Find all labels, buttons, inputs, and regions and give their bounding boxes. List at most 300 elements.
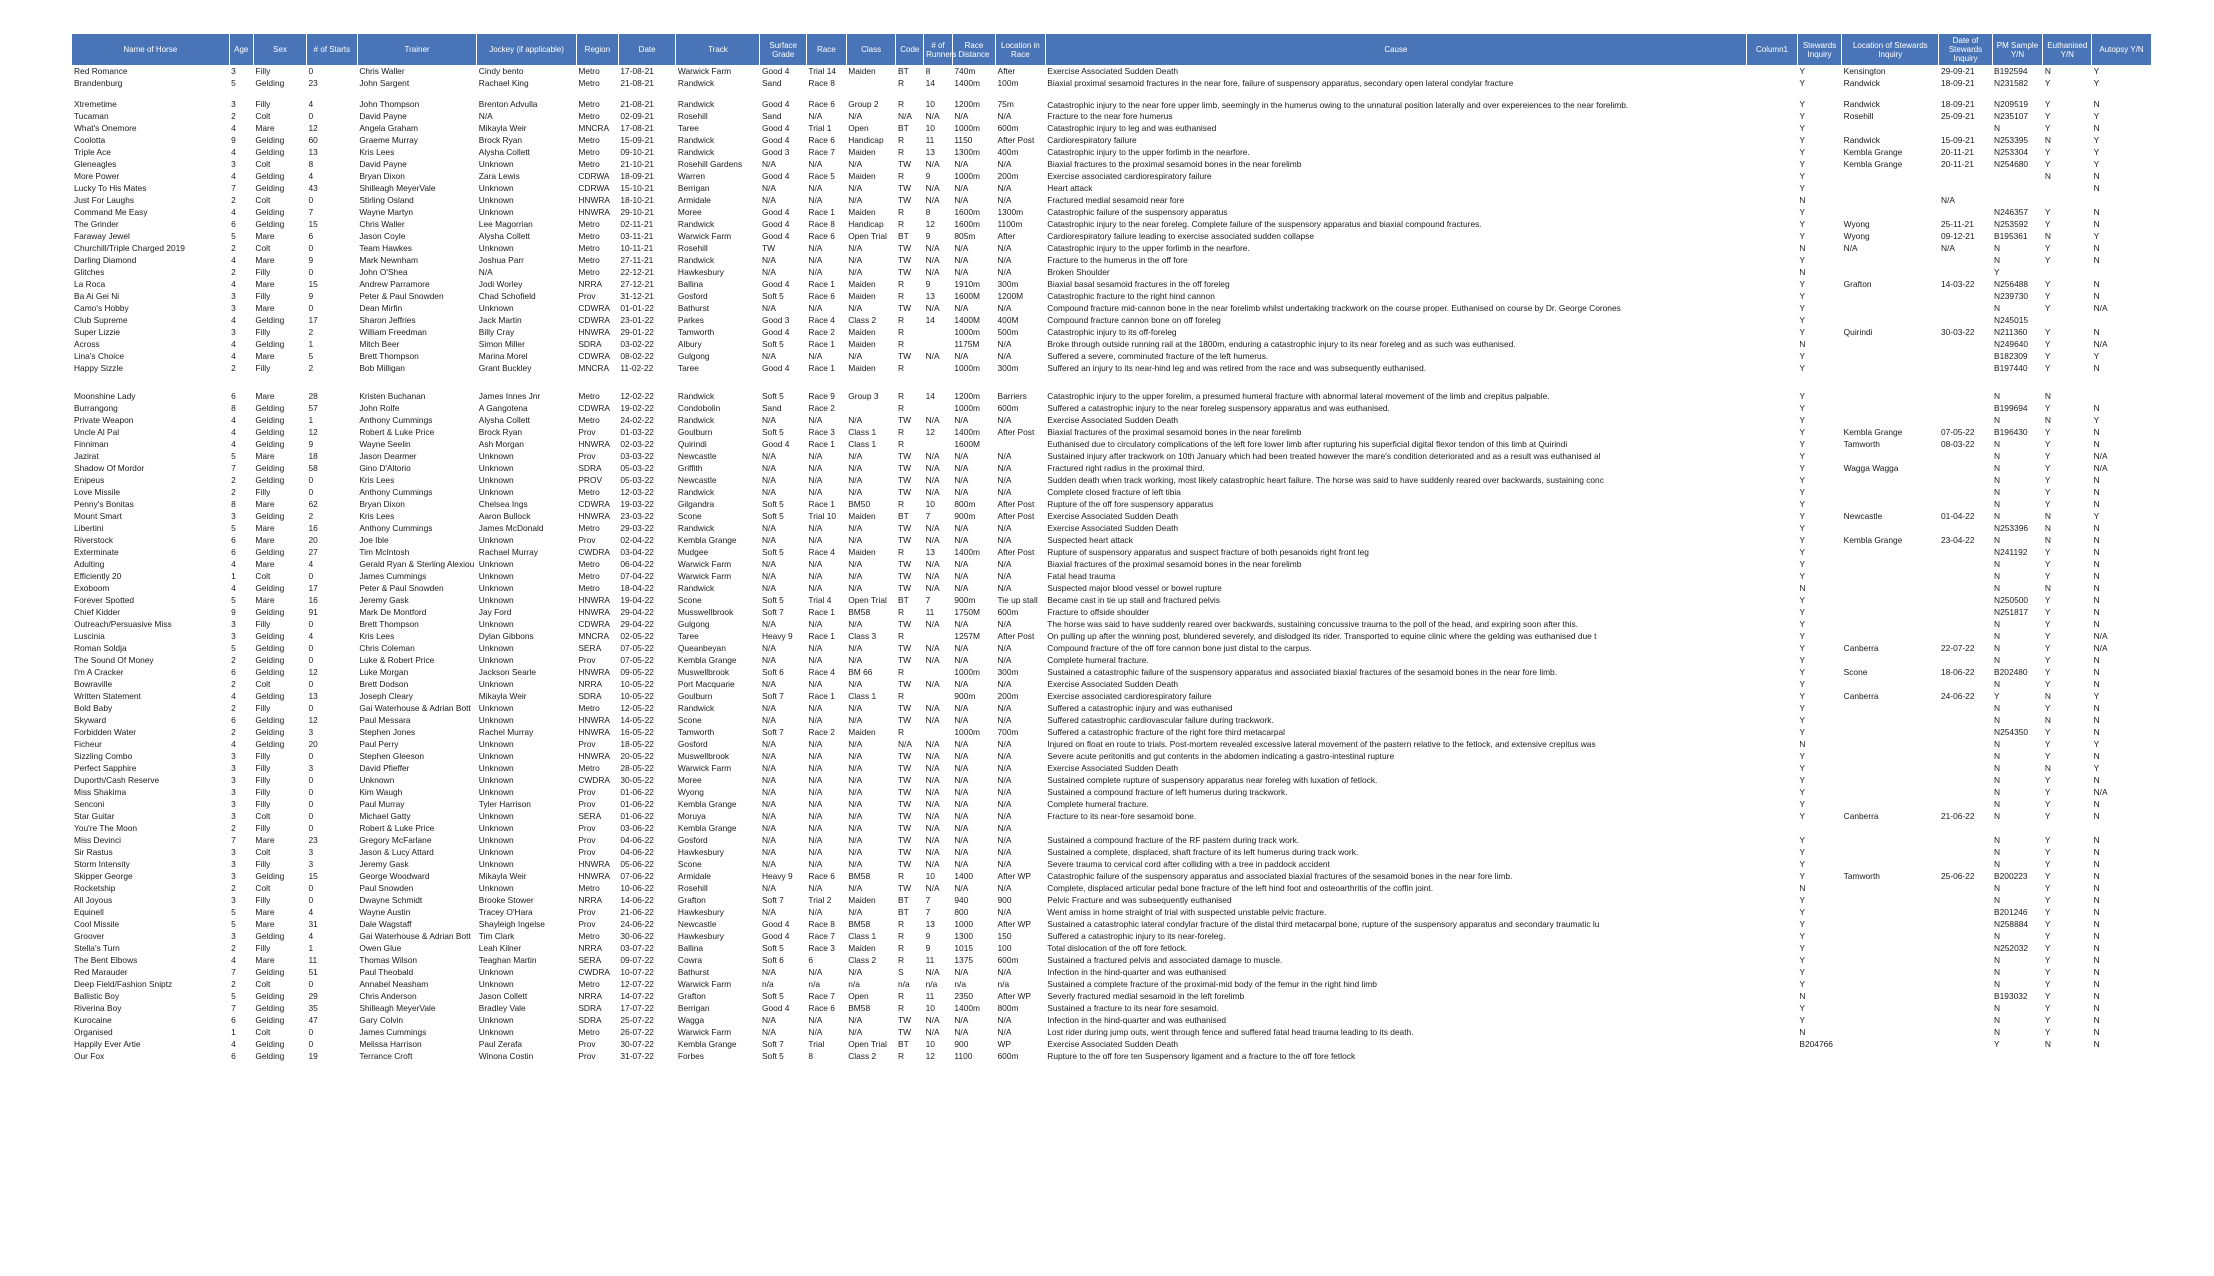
table-cell[interactable]: N [2043,230,2092,242]
table-cell[interactable] [1939,350,1992,362]
table-cell[interactable] [1842,194,1939,206]
table-cell[interactable]: Newcastle [1843,511,1883,521]
table-cell[interactable]: Gelding [255,147,285,157]
table-cell[interactable]: Y [2043,498,2092,510]
table-cell[interactable]: Filly [255,66,271,76]
table-cell[interactable]: Jeremy Gask [357,858,476,870]
table-cell[interactable] [1939,654,1992,666]
table-cell[interactable]: N/A [806,474,846,486]
table-cell[interactable] [1842,966,1939,978]
table-cell[interactable] [1747,326,1798,338]
table-cell[interactable]: N [2093,439,2100,449]
table-cell[interactable]: N/A [2093,339,2108,349]
table-cell[interactable]: Y [2093,415,2100,425]
table-cell[interactable] [1747,582,1798,594]
table-cell[interactable]: Class 1 [846,426,896,438]
table-cell[interactable]: N/A [952,450,995,462]
table-cell[interactable]: Rachael Murray [477,546,577,558]
table-cell[interactable]: Gleneagles [72,158,229,170]
table-cell[interactable]: BM58 [848,607,871,617]
table-cell[interactable]: 35 [306,1002,357,1014]
table-cell[interactable]: Alysha Collett [478,415,530,425]
table-cell[interactable]: Unknown [478,679,514,689]
table-cell[interactable]: Mitch Beer [359,339,400,349]
table-cell[interactable]: HNWRA [578,511,610,521]
table-cell[interactable]: Unknown [478,823,514,833]
table-cell[interactable]: 09-05-22 [618,666,676,678]
table-cell[interactable]: N/A [996,570,1046,582]
table-cell[interactable]: 13 [306,690,357,702]
table-cell[interactable]: 58 [308,463,318,473]
table-cell[interactable]: N/A [760,906,806,918]
table-cell[interactable]: Group 3 [848,391,879,401]
table-cell[interactable] [1939,450,1992,462]
table-cell[interactable]: Y [1994,267,2000,277]
table-cell[interactable]: Shayleigh Ingelse [478,919,545,929]
table-cell[interactable]: 0 [308,823,314,833]
table-cell[interactable]: Gary Colvin [359,1015,404,1025]
table-cell[interactable]: 4 [231,559,236,569]
table-cell[interactable]: N/A [954,751,969,761]
table-cell[interactable]: 13 [308,147,318,157]
table-cell[interactable]: 01-06-22 [620,799,654,809]
table-row[interactable] [72,338,2152,350]
table-cell[interactable]: N/A [846,642,896,654]
table-cell[interactable]: Luke & Robert Price [359,655,435,665]
table-row[interactable] [72,930,2152,942]
table-cell[interactable]: Prov [576,738,618,750]
table-cell[interactable]: Y [2043,402,2092,414]
table-cell[interactable] [1939,498,1992,510]
table-cell[interactable]: N [2093,679,2100,689]
table-cell[interactable]: Good 4 [760,930,806,942]
table-cell[interactable]: B197440 [1994,363,2028,373]
table-cell[interactable]: Filly [253,858,306,870]
table-cell[interactable]: B196430 [1992,426,2043,438]
table-cell[interactable]: 6 [231,1015,236,1025]
table-cell[interactable]: 8 [806,1050,846,1062]
table-cell[interactable]: Unknown [478,967,514,977]
table-cell[interactable]: N/A [925,535,940,545]
table-cell[interactable]: N [2044,171,2051,181]
table-cell[interactable]: 29-04-22 [618,618,676,630]
table-cell[interactable]: 26-07-22 [618,1026,676,1038]
table-cell[interactable] [1747,762,1798,774]
table-cell[interactable]: Hawkesbury [676,906,760,918]
table-cell[interactable]: N [2092,714,2152,726]
table-cell[interactable]: Metro [578,391,600,401]
table-cell[interactable]: N/A [952,810,995,822]
table-cell[interactable]: Warwick Farm [676,570,760,582]
table-cell[interactable]: Moree [677,775,702,785]
table-cell[interactable]: Colt [253,978,306,990]
table-cell[interactable]: Y [1799,363,1805,373]
table-cell[interactable]: N/A [2093,463,2108,473]
table-cell[interactable]: Maiden [846,546,896,558]
table-cell[interactable]: N/A [846,182,896,194]
table-cell[interactable]: B193032 [1994,991,2028,1001]
table-cell[interactable]: N [2093,919,2100,929]
table-cell[interactable]: N/A [925,775,940,785]
table-cell[interactable]: Y [1799,1015,1805,1025]
table-cell[interactable]: Unknown [477,642,577,654]
table-cell[interactable]: 600m [996,402,1046,414]
table-cell[interactable]: Churchill/Triple Charged 2019 [74,243,185,253]
table-row[interactable] [72,182,2152,194]
table-cell[interactable]: TW [896,350,924,362]
table-cell[interactable]: R [897,727,905,737]
table-cell[interactable]: N/A [808,799,823,809]
table-cell[interactable]: N251817 [1994,607,2029,617]
table-cell[interactable]: N/A [761,463,776,473]
table-cell[interactable]: Maiden [848,171,876,181]
table-cell[interactable]: Y [1797,1002,1841,1014]
table-cell[interactable]: John Rolfe [357,402,476,414]
table-cell[interactable]: Camo's Hobby [72,302,229,314]
table-cell[interactable] [1747,462,1798,474]
table-cell[interactable]: Kembla Grange [677,655,737,665]
table-cell[interactable]: Star Guitar [72,810,229,822]
table-cell[interactable]: Unknown [477,738,577,750]
table-cell[interactable]: Adulting [74,559,105,569]
column-header[interactable]: PM Sample Y/N [1992,34,2043,65]
table-cell[interactable]: Y [1797,570,1841,582]
table-cell[interactable]: Race 4 [808,315,835,325]
table-cell[interactable]: 0 [306,882,357,894]
table-cell[interactable] [1939,846,1992,858]
table-cell[interactable]: Thomas Wilson [357,954,476,966]
table-cell[interactable]: Filly [253,618,306,630]
table-cell[interactable]: HNWRA [576,666,618,678]
table-cell[interactable] [1842,618,1939,630]
table-cell[interactable]: Y [1797,77,1841,89]
table-cell[interactable]: Gelding [253,474,306,486]
table-row[interactable] [72,546,2152,558]
table-cell[interactable]: Gulgong [676,350,760,362]
table-cell[interactable]: N/A [1843,243,1858,253]
table-cell[interactable] [1992,1050,2043,1062]
table-cell[interactable]: Soft 5 [761,991,784,1001]
table-cell[interactable]: Gelding [255,607,285,617]
table-cell[interactable]: Maiden [848,291,876,301]
table-cell[interactable]: TW [896,714,924,726]
table-cell[interactable]: 23-04-22 [1940,535,1975,545]
table-cell[interactable]: Jason Collett [478,991,528,1001]
table-cell[interactable]: N/A [997,847,1012,857]
table-cell[interactable]: Y [2043,254,2092,266]
table-cell[interactable]: N [2092,906,2152,918]
table-cell[interactable]: Unknown [478,559,514,569]
table-cell[interactable]: 06-04-22 [620,559,654,569]
table-cell[interactable]: Chris Anderson [359,991,417,1001]
table-cell[interactable]: SDRA [576,690,618,702]
table-cell[interactable]: 12 [306,426,357,438]
table-cell[interactable]: N [1992,810,2043,822]
table-cell[interactable] [924,630,953,642]
table-cell[interactable]: 23 [306,77,357,89]
table-cell[interactable]: Mare [255,391,275,401]
table-cell[interactable]: Y [1799,871,1805,881]
table-cell[interactable]: N/A [760,182,806,194]
table-cell[interactable]: N/A [996,522,1046,534]
table-cell[interactable]: 29-03-22 [618,522,676,534]
table-cell[interactable]: Y [2092,350,2152,362]
table-cell[interactable]: N209519 [1994,99,2029,109]
table-cell[interactable]: Warwick Farm [677,66,732,76]
table-cell[interactable]: 2 [308,363,314,373]
table-cell[interactable] [1939,206,1992,218]
table-cell[interactable]: N [2093,607,2100,617]
table-cell[interactable]: Race 8 [806,77,846,89]
table-cell[interactable]: TW [897,583,912,593]
table-cell[interactable]: 805m [952,230,995,242]
table-cell[interactable]: 10-11-21 [620,243,654,253]
table-cell[interactable]: HNWRA [578,871,610,881]
table-cell[interactable]: n/a [952,978,995,990]
table-cell[interactable]: Filly [255,487,271,497]
table-cell[interactable]: Warwick Farm [676,230,760,242]
table-cell[interactable]: N [1992,450,2043,462]
table-cell[interactable] [1939,966,1992,978]
table-cell[interactable] [1939,570,1992,582]
table-cell[interactable]: Bryan Dixon [357,498,476,510]
table-cell[interactable]: 6 [231,391,236,401]
table-cell[interactable]: James McDonald [477,522,577,534]
table-cell[interactable]: Unknown [477,786,577,798]
table-cell[interactable]: R [897,147,905,157]
table-cell[interactable]: Race 1 [808,339,835,349]
table-cell[interactable]: Brandenburg [72,77,229,89]
table-cell[interactable]: 03-11-21 [618,230,676,242]
table-cell[interactable]: 600m [996,1050,1046,1062]
table-cell[interactable] [1747,978,1798,990]
table-cell[interactable]: N/A [761,195,776,205]
table-cell[interactable] [1939,558,1992,570]
table-cell[interactable]: 09-07-22 [618,954,676,966]
table-cell[interactable]: Y [1797,326,1841,338]
table-cell[interactable]: TW [896,254,924,266]
table-cell[interactable]: Randwick [677,99,715,109]
table-cell[interactable]: R [896,402,924,414]
table-cell[interactable]: N/A [848,751,863,761]
table-cell[interactable]: Y [1799,895,1805,905]
table-cell[interactable] [1747,182,1798,194]
table-cell[interactable]: Newcastle [677,919,717,929]
table-cell[interactable]: 18-04-22 [620,583,654,593]
table-cell[interactable]: Y [1799,775,1805,785]
table-cell[interactable]: 24-06-22 [1939,690,1992,702]
table-cell[interactable]: The Bent Elbows [72,954,229,966]
table-cell[interactable]: N [1992,930,2043,942]
table-cell[interactable] [1747,822,1798,834]
table-cell[interactable]: 9 [924,278,953,290]
table-cell[interactable]: Joshua Parr [477,254,577,266]
table-cell[interactable]: 29-01-22 [618,326,676,338]
table-cell[interactable]: Maiden [848,363,876,373]
table-cell[interactable] [1842,678,1939,690]
table-cell[interactable]: All Joyous [74,895,113,905]
table-cell[interactable]: N/A [996,762,1046,774]
table-cell[interactable]: N [1799,267,1806,277]
table-cell[interactable]: Tamworth [677,727,715,737]
table-cell[interactable]: Y [1797,206,1841,218]
table-row[interactable] [72,942,2152,954]
table-row[interactable] [72,326,2152,338]
table-cell[interactable]: Mare [253,906,306,918]
table-cell[interactable]: Sudden death when track working, most likely catastrophic heart failure. The horse was said to have suddenly reared over backwards, sustaining conc [1045,474,1746,486]
table-cell[interactable] [1747,402,1798,414]
table-cell[interactable]: N/A [997,751,1012,761]
table-cell[interactable]: Good 4 [760,278,806,290]
table-cell[interactable]: Y [2044,1015,2051,1025]
table-cell[interactable] [1842,338,1939,350]
table-cell[interactable]: Brett Dodson [359,679,409,689]
table-cell[interactable]: Gelding [253,1050,306,1062]
table-cell[interactable]: Y [1797,254,1841,266]
table-cell[interactable]: On pulling up after the winning post, blundered severely, and dislodged its rider. Transported to equine clinic where the gelding was euthanised due t [1047,631,1597,641]
table-cell[interactable]: Unknown [477,206,577,218]
table-cell[interactable]: N/A [761,559,776,569]
table-cell[interactable]: Soft 5 [761,291,784,301]
table-cell[interactable]: 12 [924,426,953,438]
table-cell[interactable]: Bold Baby [74,703,113,713]
table-cell[interactable] [1747,990,1798,1002]
table-cell[interactable]: N/A [760,618,806,630]
table-cell[interactable]: Biaxial proximal sesamoid fractures in the near fore, failure of suspensory apparatus, secondary open lateral condylar fracture [1045,77,1746,89]
table-cell[interactable]: Race 3 [806,426,846,438]
table-cell[interactable]: Gelding [253,546,306,558]
table-cell[interactable]: N/A [924,858,953,870]
table-cell[interactable]: Filly [255,751,271,761]
table-cell[interactable]: 600m [997,607,1019,617]
table-cell[interactable]: BM58 [848,919,871,929]
table-cell[interactable] [924,726,953,738]
table-cell[interactable] [1747,666,1798,678]
table-cell[interactable]: N/A [760,254,806,266]
table-cell[interactable] [2043,182,2092,194]
table-cell[interactable]: N [2093,363,2100,373]
table-cell[interactable]: N [1992,954,2043,966]
table-cell[interactable]: N/A [848,415,863,425]
table-cell[interactable]: Across [74,339,100,349]
table-cell[interactable]: Tucaman [72,110,229,122]
table-cell[interactable]: Chad Schofield [478,291,536,301]
table-cell[interactable]: N [2093,871,2100,881]
table-cell[interactable]: Joseph Cleary [357,690,476,702]
table-cell[interactable]: N [1994,123,2001,133]
table-cell[interactable]: R [897,315,905,325]
table-cell[interactable]: Y [1799,679,1805,689]
table-cell[interactable]: Dwayne Schmidt [359,895,423,905]
table-cell[interactable]: Prov [578,535,596,545]
table-cell[interactable]: Unknown [478,775,514,785]
table-cell[interactable]: Trial 4 [806,594,846,606]
table-cell[interactable] [1842,570,1939,582]
table-cell[interactable]: n/a [760,978,806,990]
table-cell[interactable]: 2 [231,267,236,277]
table-cell[interactable]: Gino D'Altorio [359,463,411,473]
table-cell[interactable]: Prov [576,450,618,462]
table-cell[interactable]: 4 [229,254,253,266]
table-cell[interactable]: Wyong [676,786,760,798]
table-cell[interactable]: N/A [808,655,823,665]
table-cell[interactable]: TW [897,559,912,569]
table-cell[interactable]: N252032 [1994,943,2029,953]
table-cell[interactable]: Rosehill [676,882,760,894]
table-row[interactable] [72,582,2152,594]
table-cell[interactable]: HNWRA [578,607,610,617]
table-cell[interactable]: 29-04-22 [620,607,654,617]
table-cell[interactable]: Y [2092,690,2152,702]
table-cell[interactable]: 25-09-21 [1939,110,1992,122]
table-cell[interactable]: Y [2043,1002,2092,1014]
table-cell[interactable]: 18-05-22 [618,738,676,750]
table-row[interactable] [72,846,2152,858]
table-cell[interactable]: 14-06-22 [620,895,654,905]
table-cell[interactable]: 1100m [997,219,1023,229]
table-cell[interactable]: 3 [231,291,236,301]
table-cell[interactable]: Kris Lees [359,631,395,641]
table-cell[interactable]: Class 2 [848,315,877,325]
table-row[interactable] [72,474,2152,486]
table-cell[interactable]: Open Trial [848,1039,887,1049]
table-cell[interactable] [1992,170,2043,182]
table-cell[interactable] [1747,894,1798,906]
table-cell[interactable]: Teaghan Martin [477,954,577,966]
table-cell[interactable]: Euthanised due to circulatory complications of the left fore lower limb after rupturing his superficial digital flexor tendon of this limb at Quirindi [1047,439,1568,449]
table-cell[interactable]: BT [897,511,909,521]
table-cell[interactable]: Barriers [997,391,1027,401]
table-cell[interactable]: N [1994,391,2001,401]
table-cell[interactable]: N [1797,882,1841,894]
table-cell[interactable]: Sustained a compound fracture of left humerus during trackwork. [1045,786,1746,798]
table-cell[interactable]: 0 [308,895,314,905]
table-cell[interactable]: Trial [808,1039,825,1049]
table-cell[interactable]: Duporth/Cash Reserve [74,775,160,785]
table-cell[interactable]: David Pfieffer [357,762,476,774]
table-cell[interactable]: N [2093,291,2100,301]
table-cell[interactable]: Metro [576,77,618,89]
table-cell[interactable]: TW [896,302,924,314]
table-cell[interactable]: 11 [924,134,953,146]
table-cell[interactable]: N/A [760,350,806,362]
table-cell[interactable] [1939,594,1992,606]
table-cell[interactable]: CWDRA [576,546,618,558]
table-cell[interactable]: N/A [760,858,806,870]
table-cell[interactable]: N/A [806,642,846,654]
table-cell[interactable] [2092,266,2152,278]
table-cell[interactable]: Y [2044,607,2051,617]
table-cell[interactable]: 10-05-22 [620,679,654,689]
table-cell[interactable] [1939,474,1992,486]
table-cell[interactable]: 3 [231,847,236,857]
column-header[interactable]: Race Distance [952,34,995,65]
table-cell[interactable]: 1 [308,943,314,953]
table-cell[interactable]: Metro [576,882,618,894]
table-cell[interactable]: 4 [306,930,357,942]
table-cell[interactable]: N [2092,474,2152,486]
table-cell[interactable]: Wagga [677,1015,705,1025]
table-cell[interactable]: N/A [808,1015,823,1025]
table-cell[interactable] [1045,822,1746,834]
table-cell[interactable]: Y [2043,110,2092,122]
table-cell[interactable]: N [2092,278,2152,290]
table-cell[interactable]: Mare [253,254,306,266]
table-cell[interactable]: After [997,66,1016,76]
table-cell[interactable]: N/A [954,847,969,857]
table-cell[interactable]: Stephen Gleeson [359,751,425,761]
table-cell[interactable]: 2 [231,487,236,497]
